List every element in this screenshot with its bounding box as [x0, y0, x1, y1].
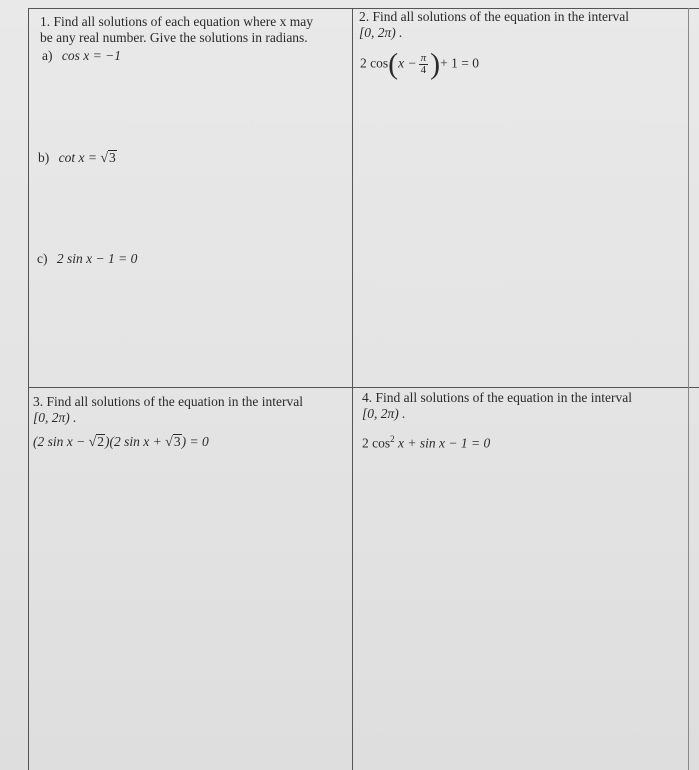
question-1-line-1: 1. Find all solutions of each equation where x may	[40, 14, 313, 29]
eq3-root-2: 3	[173, 434, 181, 449]
eq4-suffix: x + sin x − 1 = 0	[394, 435, 491, 451]
eq4-prefix: 2 cos	[362, 435, 391, 451]
left-border	[28, 8, 29, 770]
part-a-equation: cos x = −1	[61, 48, 121, 63]
eq2-variable: x −	[398, 55, 417, 71]
question-1b	[38, 150, 117, 167]
horizontal-divider	[28, 387, 699, 388]
question-3-header	[33, 394, 348, 426]
eq3-root-1: 2	[97, 434, 105, 449]
question-2-line-1: 2. Find all solutions of the equation in the interval	[359, 9, 629, 24]
right-paren: )	[430, 47, 441, 81]
part-a-label: a)	[42, 48, 53, 63]
right-border	[688, 8, 689, 770]
eq3-suffix: ) = 0	[181, 434, 209, 449]
question-4-interval: [0, 2π) .	[362, 406, 406, 421]
question-2-interval: [0, 2π) .	[359, 25, 403, 40]
pi-over-4-fraction	[419, 53, 429, 76]
fraction-denominator: 4	[420, 64, 427, 76]
part-c-equation: 2 sin x − 1 = 0	[56, 251, 138, 266]
part-c-label: c)	[37, 251, 48, 266]
fraction-numerator: π	[420, 52, 427, 64]
eq3-middle: )(2 sin x +	[105, 434, 166, 449]
left-paren: (	[388, 47, 399, 81]
question-2-header	[359, 9, 689, 41]
question-1-header	[40, 14, 345, 46]
question-3-interval: [0, 2π) .	[33, 410, 77, 425]
part-b-root-arg: 3	[109, 150, 116, 165]
question-4-line-1: 4. Find all solutions of the equation in the interval	[362, 390, 632, 405]
sqrt-symbol: √	[88, 435, 97, 450]
part-b-label: b)	[38, 150, 50, 165]
question-1c	[37, 251, 137, 267]
vertical-divider	[352, 8, 353, 770]
part-b-equation: cot x =	[58, 150, 101, 165]
question-2-equation	[360, 47, 479, 81]
question-3-line-1: 3. Find all solutions of the equation in the interval	[33, 394, 303, 409]
eq4-exponent: 2	[390, 434, 395, 444]
sqrt-symbol: √	[100, 151, 109, 166]
eq3-prefix: (2 sin x −	[33, 434, 89, 449]
question-4-equation	[362, 431, 490, 452]
question-3-equation	[33, 434, 209, 451]
question-1-line-2: be any real number. Give the solutions in radians.	[40, 30, 308, 45]
question-4-header	[362, 390, 692, 422]
eq2-suffix: + 1 = 0	[440, 55, 479, 71]
question-1a	[42, 48, 121, 64]
eq2-prefix: 2 cos	[360, 55, 389, 71]
sqrt-symbol: √	[165, 435, 173, 450]
